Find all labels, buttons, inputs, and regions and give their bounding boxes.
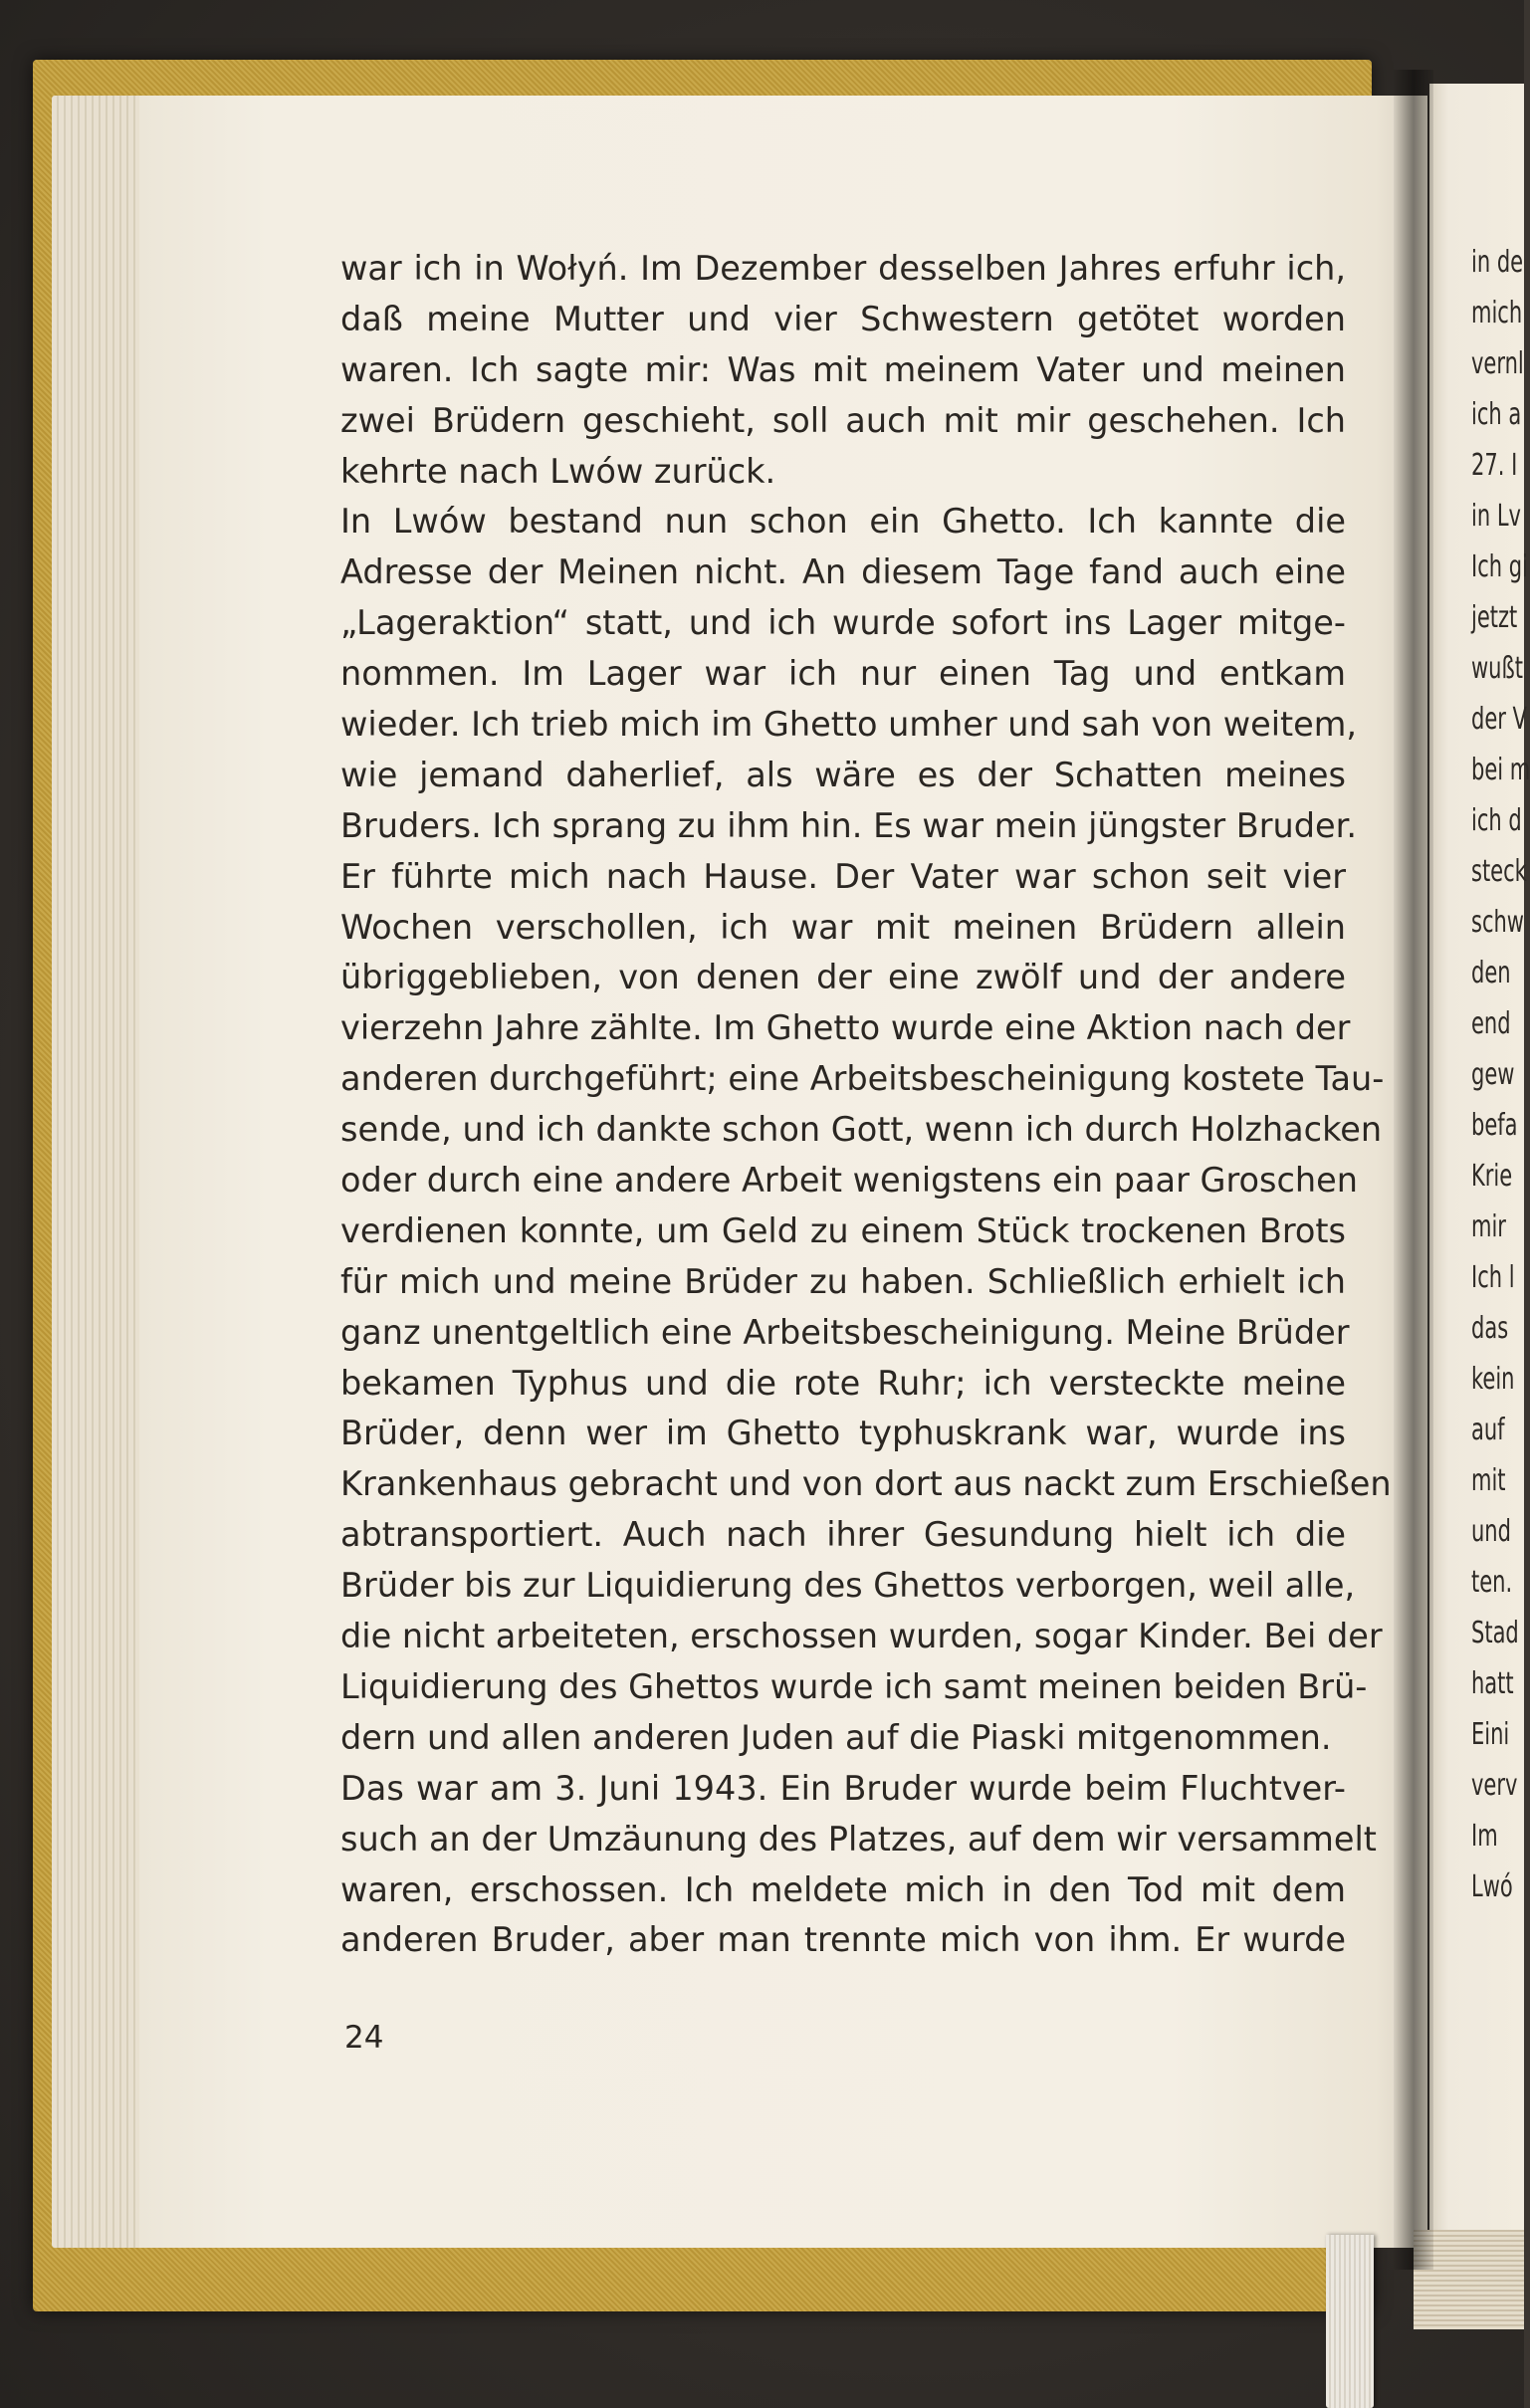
text-line: dern und allen anderen Juden auf die Piaski mitgenommen. (340, 1717, 1332, 1757)
right-page-text (1471, 237, 1530, 1912)
text-line: abtransportiert. Auch nach ihrer Gesundung hielt ich die (340, 1515, 1346, 1555)
text-line: daß meine Mutter und vier Schwestern getötet worden (340, 299, 1346, 338)
right-page-line: das (1471, 1311, 1509, 1346)
right-page-line: mich (1471, 296, 1523, 330)
right-page-line: mir (1471, 1209, 1506, 1244)
right-page-line: bei m (1471, 753, 1530, 787)
text-line: Das war am 3. Juni 1943. Ein Bruder wurde beim Fluchtver- (340, 1768, 1346, 1808)
right-page-line: 27. I (1471, 448, 1518, 483)
text-line: In Lwów bestand nun schon ein Ghetto. Ich kannte die (340, 502, 1346, 542)
right-page-line: Lwó (1471, 1869, 1513, 1904)
right-page-line: steck (1471, 854, 1527, 889)
text-line: anderen Bruder, aber man trennte mich von ihm. Er wurde (340, 1920, 1346, 1960)
text-line: bekamen Typhus und die rote Ruhr; ich versteckte meine (340, 1363, 1346, 1403)
text-line: Bruders. Ich sprang zu ihm hin. Es war mein jüngster Bruder. (340, 805, 1357, 845)
right-page-line: Ich l (1471, 1260, 1515, 1295)
text-line: anderen durchgeführt; eine Arbeitsbescheinigung kostete Tau- (340, 1059, 1385, 1099)
right-page-line: hatt (1471, 1666, 1514, 1701)
left-page-text (340, 244, 1392, 1966)
text-line: zwei Brüdern geschieht, soll auch mit mir geschehen. Ich (340, 400, 1346, 440)
text-line: übriggeblieben, von denen der eine zwölf und der andere (340, 958, 1346, 997)
text-line: kehrte nach Lwów zurück. (340, 451, 776, 491)
text-line: waren, erschossen. Ich meldete mich in den Tod mit dem (340, 1869, 1346, 1909)
text-line: verdienen konnte, um Geld zu einem Stück trockenen Brots (340, 1210, 1346, 1250)
right-page-line: in de (1471, 245, 1524, 280)
right-page-line: der V (1471, 702, 1527, 737)
right-page-line: Stad (1471, 1616, 1519, 1650)
right-page-line: auf (1471, 1413, 1505, 1447)
right-page-line: wußt (1471, 651, 1523, 686)
right-page-line: ten. (1471, 1565, 1513, 1600)
right-page-line: den (1471, 956, 1511, 990)
text-line: Brüder bis zur Liquidierung des Ghettos verborgen, weil alle, (340, 1566, 1356, 1606)
page-number: 24 (344, 2020, 384, 2056)
text-line: waren. Ich sagte mir: Was mit meinem Vater und meinen (340, 349, 1346, 389)
text-line: Adresse der Meinen nicht. An diesem Tage fand auch eine (340, 552, 1346, 592)
right-page-line: ich d (1471, 803, 1522, 838)
right-page-line: und (1471, 1514, 1511, 1549)
right-page-line: Eini (1471, 1717, 1510, 1752)
text-line: nommen. Im Lager war ich nur einen Tag und entkam (340, 654, 1346, 694)
right-page-line: end (1471, 1006, 1511, 1041)
right-page-line: Krie (1471, 1159, 1513, 1194)
book-gutter (1394, 70, 1433, 2270)
text-line: Krankenhaus gebracht und von dort aus nackt zum Erschießen (340, 1464, 1392, 1504)
text-line: Brüder, denn wer im Ghetto typhuskrank war, wurde ins (340, 1414, 1346, 1453)
text-line: war ich in Wołyń. Im Dezember desselben Jahres erfuhr ich, (340, 249, 1346, 288)
text-line: „Lageraktion“ statt, und ich wurde sofort ins Lager mitge- (340, 603, 1346, 643)
right-page-line: Ich gi (1471, 549, 1528, 584)
text-line: die nicht arbeiteten, erschossen wurden, sogar Kinder. Bei der (340, 1617, 1383, 1656)
text-line: oder durch eine andere Arbeit wenigstens ein paar Groschen (340, 1161, 1358, 1201)
text-line: Er führte mich nach Hause. Der Vater war schon seit vier (340, 856, 1346, 896)
text-line: wie jemand daherlief, als wäre es der Schatten meines (340, 755, 1346, 794)
text-line: für mich und meine Brüder zu haben. Schließlich erhielt ich (340, 1261, 1346, 1301)
right-page-line: ich a (1471, 397, 1522, 432)
right-page-line: verv (1471, 1768, 1518, 1803)
text-line: sende, und ich dankte schon Gott, wenn ich durch Holzhacken (340, 1110, 1383, 1150)
bookmark-ribbon (1326, 2235, 1374, 2408)
text-line: such an der Umzäunung des Platzes, auf dem wir versammelt (340, 1819, 1377, 1859)
text-line: Wochen verschollen, ich war mit meinen Brüdern allein (340, 907, 1346, 947)
text-line: vierzehn Jahre zählte. Im Ghetto wurde eine Aktion nach der (340, 1008, 1351, 1048)
right-page-line: vernl (1471, 346, 1524, 381)
text-line: Liquidierung des Ghettos wurde ich samt meinen beiden Brü- (340, 1666, 1368, 1706)
right-page-line: in Lv (1471, 499, 1521, 534)
text-line: ganz unentgeltlich eine Arbeitsbescheinigung. Meine Brüder (340, 1312, 1350, 1352)
right-page-line: jetzt (1471, 600, 1518, 635)
right-page-line: schw (1471, 905, 1524, 940)
page-edges (52, 96, 146, 2248)
right-page-line: gew (1471, 1057, 1515, 1092)
text-line: wieder. Ich trieb mich im Ghetto umher und sah von weitem, (340, 705, 1358, 745)
right-page-line: mit (1471, 1463, 1506, 1498)
right-page-line: Im (1471, 1819, 1498, 1854)
right-page-line: kein (1471, 1362, 1515, 1397)
right-page-line: befa (1471, 1108, 1518, 1143)
